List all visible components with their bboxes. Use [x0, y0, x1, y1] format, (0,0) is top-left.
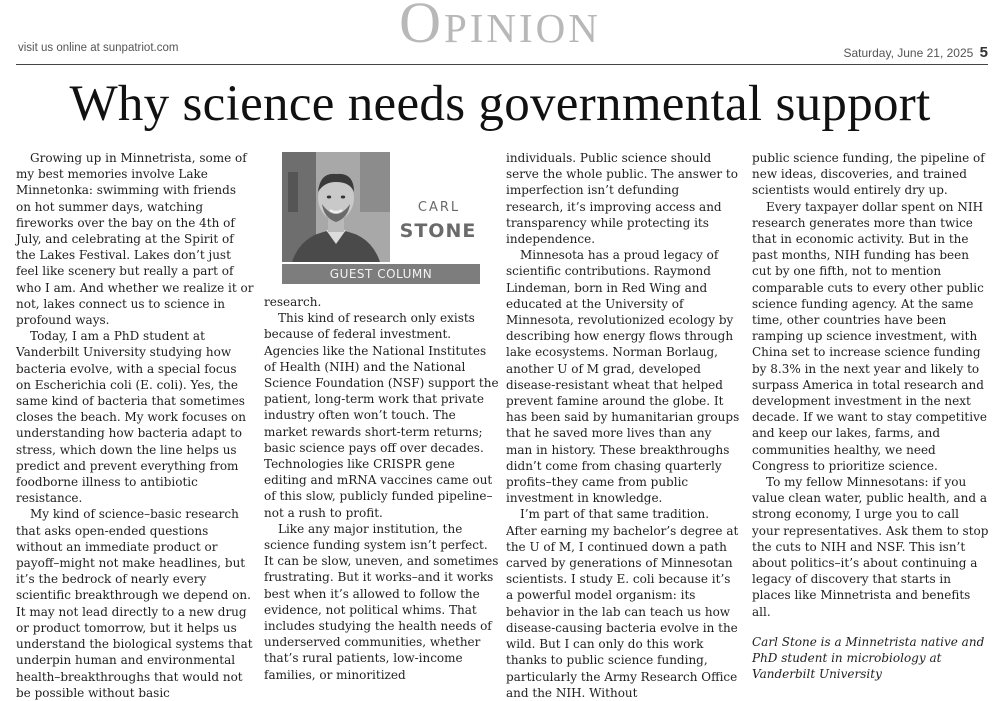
- masthead-rule: [16, 64, 988, 65]
- paragraph: My kind of science–basic research that asks open-ended questions without an immediate product or payoff–might not make headlines, but it’s the bedrock of nearly every scientific breakthrough we depend on. It may not lead directly to a new drug or product tomorrow, but it helps us understand the biological systems that underpin human and environmental health–breakthroughs that would not be possible without basic: [16, 507, 253, 700]
- paragraph: Today, I am a PhD student at Vanderbilt University studying how bacteria evolve, with a special focus on Escherichia coli (E. coli). Yes, the same kind of bacteria that sometimes closes the beach. My work focuses on understanding how bacteria adapt to stress, which down the line helps us predict and prevent everything from foodborne illness to antibiotic resistance.: [16, 329, 246, 506]
- author-first-name: CARL: [417, 200, 461, 215]
- paragraph: public science funding, the pipeline of new ideas, discoveries, and trained scientists would entirely dry up.: [752, 151, 985, 198]
- section-title: Opinion: [399, 0, 601, 55]
- paragraph: I’m part of that same tradition. After earning my bachelor’s degree at the U of M, I continued down a path carved by generations of Minnesotan scientists. I study E. coli because it’s a powerful model organism: its behavior in the lab can teach us how disease-causing bacteria evolve in the wild. But I can only do this work thanks to public science funding, particularly the Army Research Office and the NIH. Without: [506, 507, 739, 700]
- author-last-name: STONE: [399, 220, 477, 242]
- paragraph: Every taxpayer dollar spent on NIH research generates more than twice that in economic activity. But in the past months, NIH funding has been cut by one fifth, not to mention comparable cuts to every other public science funding agency. At the same time, other countries have been ramping up science investment, with China set to increase science funding by 8.3% in the next year and likely to surpass America in total research and development investment in the next decade. If we want to stay competitive and keep our lakes, farms, and communities healthy, we need Congress to prioritize science.: [752, 199, 987, 473]
- author-photo: [282, 152, 390, 262]
- paragraph: research.: [264, 295, 322, 309]
- site-url[interactable]: visit us online at sunpatriot.com: [18, 42, 179, 54]
- author-box: [282, 152, 480, 286]
- paragraph: This kind of research only exists because of federal investment. Agencies like the National Institutes of Health (NIH) and the National Science Foundation (NSF) support the patient, long-term work that private industry often won’t touch. The market rewards short-term returns; basic science pays off over decades. Technologies like CRISPR gene editing and mRNA vaccines came out of this slow, publicly funded pipeline–not a rush to profit.: [264, 311, 499, 520]
- article-column-1: [16, 150, 254, 701]
- paragraph: To my fellow Minnesotans: if you value clean water, public health, and a strong economy, I urge you to call your representatives. Ask them to stop the cuts to NIH and NSF. This isn’t about politics–it’s about continuing a legacy of discovery that starts in places like Minnetrista and benefits all.: [752, 475, 989, 619]
- article-column-4: [752, 150, 990, 683]
- paragraph: Growing up in Minnetrista, some of my best memories involve Lake Minnetonka: swimming with friends on hot summer days, watching fireworks over the bay on the 4th of July, and celebrating at the Spirit of the Lakes Festival. Lakes don’t just feel like scenery but really a part of who I am. And whether we realize it or not, lakes connect us to science in profound ways.: [16, 151, 254, 328]
- paragraph: Minnesota has a proud legacy of scientific contributions. Raymond Lindeman, born in Red Wing and educated at the University of Minnesota, revolutionized ecology by describing how energy flows through lake ecosystems. Norman Borlaug, another U of M grad, developed disease-resistant wheat that helped prevent famine around the globe. It has been said by humanitarian groups that he saved more lives than any man in history. These breakthroughs didn’t come from chasing quarterly profits–they came from public investment in knowledge.: [506, 248, 740, 506]
- date-line: [843, 44, 988, 61]
- headline: Why science needs governmental support: [69, 76, 931, 132]
- paragraph: individuals. Public science should serve the whole public. The answer to imperfection isn’t defunding research, it’s improving access and transparency while protecting its independence.: [506, 151, 738, 247]
- paragraph: Like any major institution, the science funding system isn’t perfect. It can be slow, uneven, and sometimes frustrating. But it works–and it works best when it’s allowed to follow the evidence, not political whims. That includes studying the health needs of underserved communities, whether that’s rural patients, low-income families, or minoritized: [264, 521, 499, 682]
- masthead: [0, 0, 1000, 70]
- issue-date: Saturday, June 21, 2025: [843, 46, 974, 60]
- page-number: 5: [979, 44, 988, 61]
- author-bio: Carl Stone is a Minnetrista native and PhD student in microbiology at Vanderbilt University: [752, 634, 985, 682]
- guest-column-label: GUEST COLUMN: [282, 264, 480, 284]
- article-column-3: [506, 150, 740, 701]
- article-column-2: [264, 294, 499, 683]
